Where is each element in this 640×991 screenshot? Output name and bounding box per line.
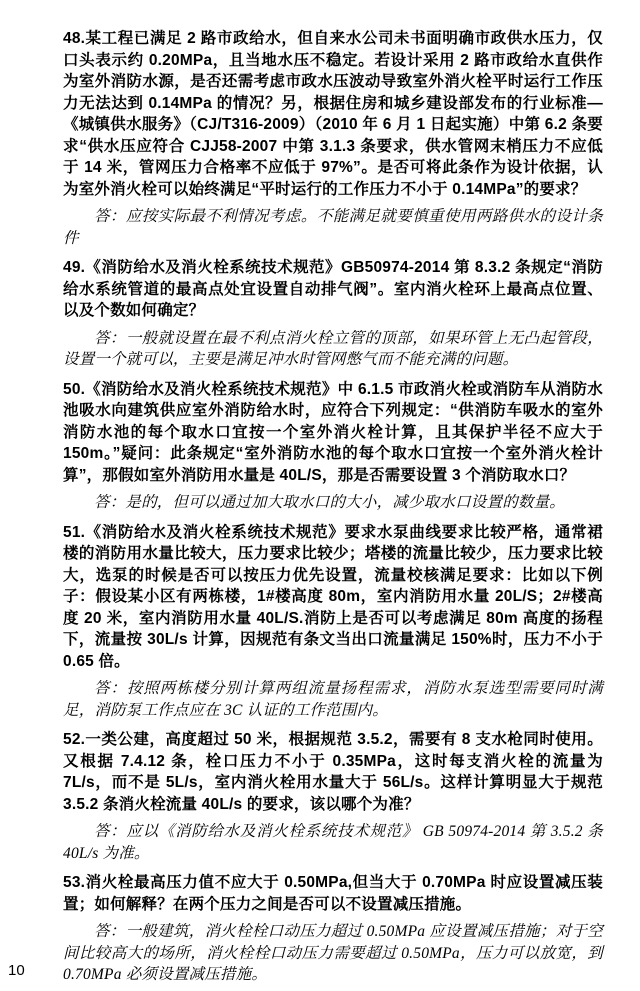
answer-text: 答：应按实际最不利情况考虑。不能满足就要慎重使用两路供水的设计条件: [63, 208, 603, 247]
qa-item: [63, 522, 603, 722]
answer-text: 答：是的，但可以通过加大取水口的大小，减少取水口设置的数量。: [94, 494, 566, 511]
qa-item: [63, 379, 603, 514]
question-text: 50.《消防给水及消火栓系统技术规范》中 6.1.5 市政消火栓或消防车从消防水池吸水向建筑供应室外消防给水时，应符合下列规定：“供消防车吸水的室外消防水池的每个取水口宜按一个室外消火栓计算，且其保护半径不应大于 150m。”疑问：此条规定“室外消防水池的每个取水口宜按一个室外消火栓计算”，那假如室外消防用水量是 40L/S，那是否需要设置 3 个消防取水口？: [63, 380, 603, 484]
qa-item: [63, 872, 603, 986]
answer-text: 答：一般就设置在最不利点消火栓立管的顶部，如果环管上无凸起管段，设置一个就可以，主要是满足冲水时管网憋气而不能充满的问题。: [63, 329, 603, 368]
question-text: 48.某工程已满足 2 路市政给水，但自来水公司未书面明确市政供水压力，仅口头表示约 0.20MPa，且当地水压不稳定。若设计采用 2 路市政给水直供作为室外消防水源，是否还需考虑市政水压波动导致室外消火栓平时运行工作压力无法达到 0.14MPa 的情况？另，根据住房和城乡建设部发布的行业标准—《城镇供水服务》（CJ/T316-2009）（2010 年 6 月 1 日起实施）中第 6.2 条要求“供水压应符合 CJJ58-2007 中第 3.1.3 条要求，供水管网末梢压力不应低于 14 米，管网压力合格率不应低于 97%”。是否可将此条作为设计依据，认为室外消火栓可以始终满足“平时运行的工作压力不小于 0.14MPa”的要求？: [63, 30, 603, 198]
answer-text: 答：应以《消防给水及消火栓系统技术规范》 GB 50974-2014 第 3.5.2 条 40L/s 为准。: [63, 823, 603, 862]
question-text: 52.一类公建，高度超过 50 米，根据规范 3.5.2，需要有 8 支水枪同时使用。又根据 7.4.12 条，栓口压力不小于 0.35MPa，这时每支消火栓的流量为 7L/s，而不是 5L/s，室内消火栓用水量大于 56L/s。这样计算明显大于规范 3.5.2 条消火栓流量 40L/s 的要求，该以哪个为准？: [63, 731, 603, 813]
page-number: 10: [8, 962, 25, 979]
qa-item: [63, 257, 603, 371]
question-text: 49.《消防给水及消火栓系统技术规范》GB50974-2014 第 8.3.2 条规定“消防给水系统管道的最高点处宜设置自动排气阀”。室内消火栓环上最高点位置、以及个数如何确定？: [63, 259, 603, 319]
question-text: 53.消火栓最高压力值不应大于 0.50MPa,但当大于 0.70MPa 时应设置减压装置；如何解释？在两个压力之间是否可以不设置减压措施。: [63, 874, 603, 913]
qa-item: [63, 729, 603, 864]
qa-item: [63, 28, 603, 249]
answer-text: 答：一般建筑，消火栓栓口动压力超过 0.50MPa 应设置减压措施；对于空间比较高大的场所，消火栓栓口动压力需要超过 0.50MPa，压力可以放宽，到 0.70MPa 必须设置减压措施。: [63, 923, 603, 983]
question-text: 51.《消防给水及消火栓系统技术规范》要求水泵曲线要求比较严格，通常裙楼的消防用水量比较大，压力要求比较少；塔楼的流量比较少，压力要求比较大，选泵的时候是否可以按压力优先设置，流量校核满足要求：比如以下例子：假设某小区有两栋楼，1#楼高度 80m，室内消防用水量 20L/S；2#楼高度 20 米，室内消防用水量 40L/S.消防上是否可以考虑满足 80m 高度的扬程下，流量按 30L/s 计算，因规范有条文当出口流量满足 150%时，压力不小于 0.65 倍。: [63, 523, 603, 670]
answer-text: 答：按照两栋楼分别计算两组流量扬程需求，消防水泵选型需要同时满足，消防泵工作点应在 3C 认证的工作范围内。: [63, 680, 603, 719]
